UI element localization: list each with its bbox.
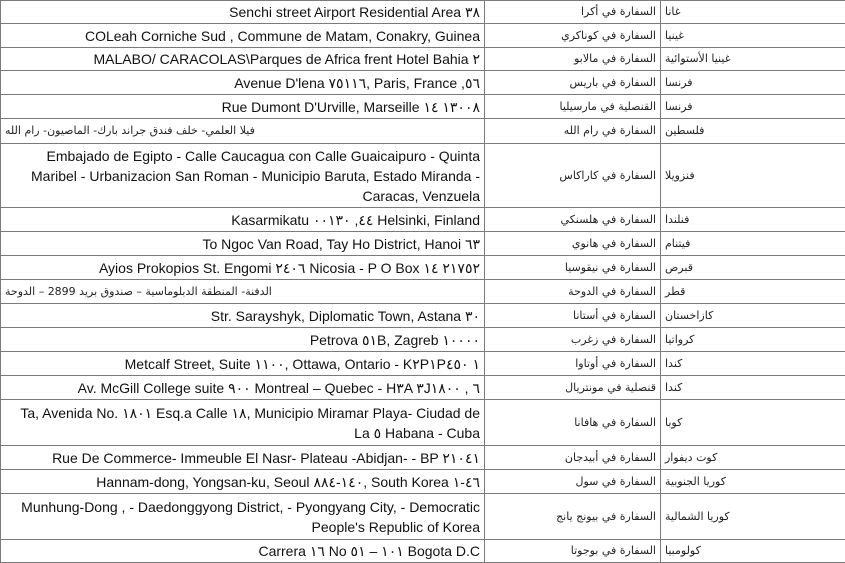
address-cell[interactable]: MALABO/ CARACOLAS\Parques de Africa frent Hotel Bahia ٢ [1,48,485,71]
embassy-cell[interactable]: السفارة في باريس [485,71,661,95]
table-row [1,144,845,208]
country-cell[interactable]: كوت ديفوار [661,446,845,470]
country-cell[interactable]: كولومبيا [661,540,845,563]
country-cell[interactable]: كوريا الجنوبية [661,470,845,494]
address-cell[interactable]: Ayios Prokopios St. Engomi ٢٤٠٦ Nicosia - P O Box ٢١٧٥٢ ١٤ [1,256,485,280]
embassy-cell[interactable]: القنصلية في مارسيليا [485,95,661,119]
table-row [1,24,845,48]
address-cell[interactable]: Avenue D'lena ٧٥١١٦, Paris, France ,٥٦ [1,71,485,95]
table-row [1,280,845,304]
address-cell[interactable]: Kasarmikatu ٤٤, ٠٠١٣٠ Helsinki, Finland [1,208,485,232]
embassy-cell[interactable]: السفارة في أستانا [485,304,661,328]
country-cell[interactable]: كندا [661,376,845,400]
embassy-cell[interactable]: السفارة في نيقوسيا [485,256,661,280]
table-row [1,470,845,494]
address-cell[interactable]: Av. McGill College suite ٩٠٠ Montreal – Quebec - H٣A ٣J٦ , ١٨٠٠ [1,376,485,400]
address-cell[interactable]: Rue De Commerce- Immeuble El Nasr- Plateau -Abidjan- - BP ٢١٠٤١ [1,446,485,470]
embassy-cell[interactable]: السفارة في هلسنكي [485,208,661,232]
country-cell[interactable]: فرنسا [661,95,845,119]
address-cell[interactable]: Hannam-dong, Yongsan-ku, Seoul ١٤٠-٨٨٤, South Korea ٤٦-١ [1,470,485,494]
country-cell[interactable]: كرواتيا [661,328,845,352]
country-cell[interactable]: غينيا [661,24,845,48]
embassy-cell[interactable]: السفارة في أبيدجان [485,446,661,470]
embassy-cell[interactable]: قنصلية في مونتريال [485,376,661,400]
table-row [1,376,845,400]
address-cell[interactable]: Munhung-Dong , - Daedonggyong District, - Pyongyang City, - Democratic People's Republic of Korea [1,494,485,540]
embassy-table-body [1,1,845,563]
address-cell[interactable]: Petrova ٥١B, Zagreb ١٠٠٠٠ [1,328,485,352]
address-cell[interactable]: Senchi street Airport Residential Area ٣٨ [1,1,485,24]
address-cell[interactable]: Metcalf Street, Suite ١١٠٠, Ottawa, Ontario - K٢P١P١ ٤٥٠ [1,352,485,376]
country-cell[interactable]: فنزويلا [661,144,845,208]
address-cell[interactable]: COLeah Corniche Sud , Commune de Matam, Conakry, Guinea [1,24,485,48]
address-cell[interactable]: الدفنة- المنطقة الدبلوماسية – صندوق بريد 2899 – الدوحة [1,280,485,304]
country-cell[interactable]: كندا [661,352,845,376]
embassy-cell[interactable]: السفارة في أوتاوا [485,352,661,376]
embassy-cell[interactable]: السفارة في هافانا [485,400,661,446]
table-row [1,352,845,376]
embassy-cell[interactable]: السفارة في كوناكري [485,24,661,48]
country-cell[interactable]: فلسطين [661,119,845,144]
table-row [1,208,845,232]
table-row [1,1,845,24]
embassy-cell[interactable]: السفارة في بيونج يانج [485,494,661,540]
country-cell[interactable]: فيتنام [661,232,845,256]
embassy-cell[interactable]: السفارة في رام الله [485,119,661,144]
table-row [1,95,845,119]
table-row [1,48,845,71]
table-row [1,446,845,470]
country-cell[interactable]: قبرص [661,256,845,280]
embassy-cell[interactable]: السفارة في مالابو [485,48,661,71]
table-row [1,232,845,256]
table-row [1,71,845,95]
address-cell[interactable]: To Ngoc Van Road, Tay Ho District, Hanoi ٦٣ [1,232,485,256]
table-row [1,328,845,352]
embassy-cell[interactable]: السفارة في هانوي [485,232,661,256]
address-cell[interactable]: فيلا العلمي- خلف فندق جراند بارك- الماصيون- رام الله [1,119,485,144]
country-cell[interactable]: غانا [661,1,845,24]
embassy-cell[interactable]: السفارة في كاراكاس [485,144,661,208]
country-cell[interactable]: قطر [661,280,845,304]
table-row [1,540,845,563]
embassy-cell[interactable]: السفارة في زغرب [485,328,661,352]
embassy-cell[interactable]: السفارة في أكرا [485,1,661,24]
embassy-cell[interactable]: السفارة في بوجوتا [485,540,661,563]
table-row [1,119,845,144]
table-row [1,494,845,540]
address-cell[interactable]: Ta, Avenida No. ١٨٠١ Esq.a Calle ١٨, Municipio Miramar Playa- Ciudad de La ٥ Habana - Cuba [1,400,485,446]
embassy-cell[interactable]: السفارة في الدوحة [485,280,661,304]
country-cell[interactable]: غينيا الأستوائية [661,48,845,71]
address-cell[interactable]: Str. Sarayshyk, Diplomatic Town, Astana ٣٠ [1,304,485,328]
table-row [1,256,845,280]
table-row [1,304,845,328]
country-cell[interactable]: كوبا [661,400,845,446]
address-cell[interactable]: Carrera ١٦ No ١٠١ – ٥١ Bogota D.C [1,540,485,563]
address-cell[interactable]: Embajado de Egipto - Calle Caucagua con Calle Guaicaipuro - Quinta Maribel - Urbanizacion San Roman - Municipio Baruta, Estado Miranda - Caracas, Venzuela [1,144,485,208]
table-row [1,400,845,446]
address-cell[interactable]: Rue Dumont D'Urville, Marseille ١٣٠٠٨ ١٤ [1,95,485,119]
country-cell[interactable]: كوريا الشمالية [661,494,845,540]
embassy-cell[interactable]: السفارة في سول [485,470,661,494]
country-cell[interactable]: فرنسا [661,71,845,95]
country-cell[interactable]: كازاخستان [661,304,845,328]
country-cell[interactable]: فنلندا [661,208,845,232]
